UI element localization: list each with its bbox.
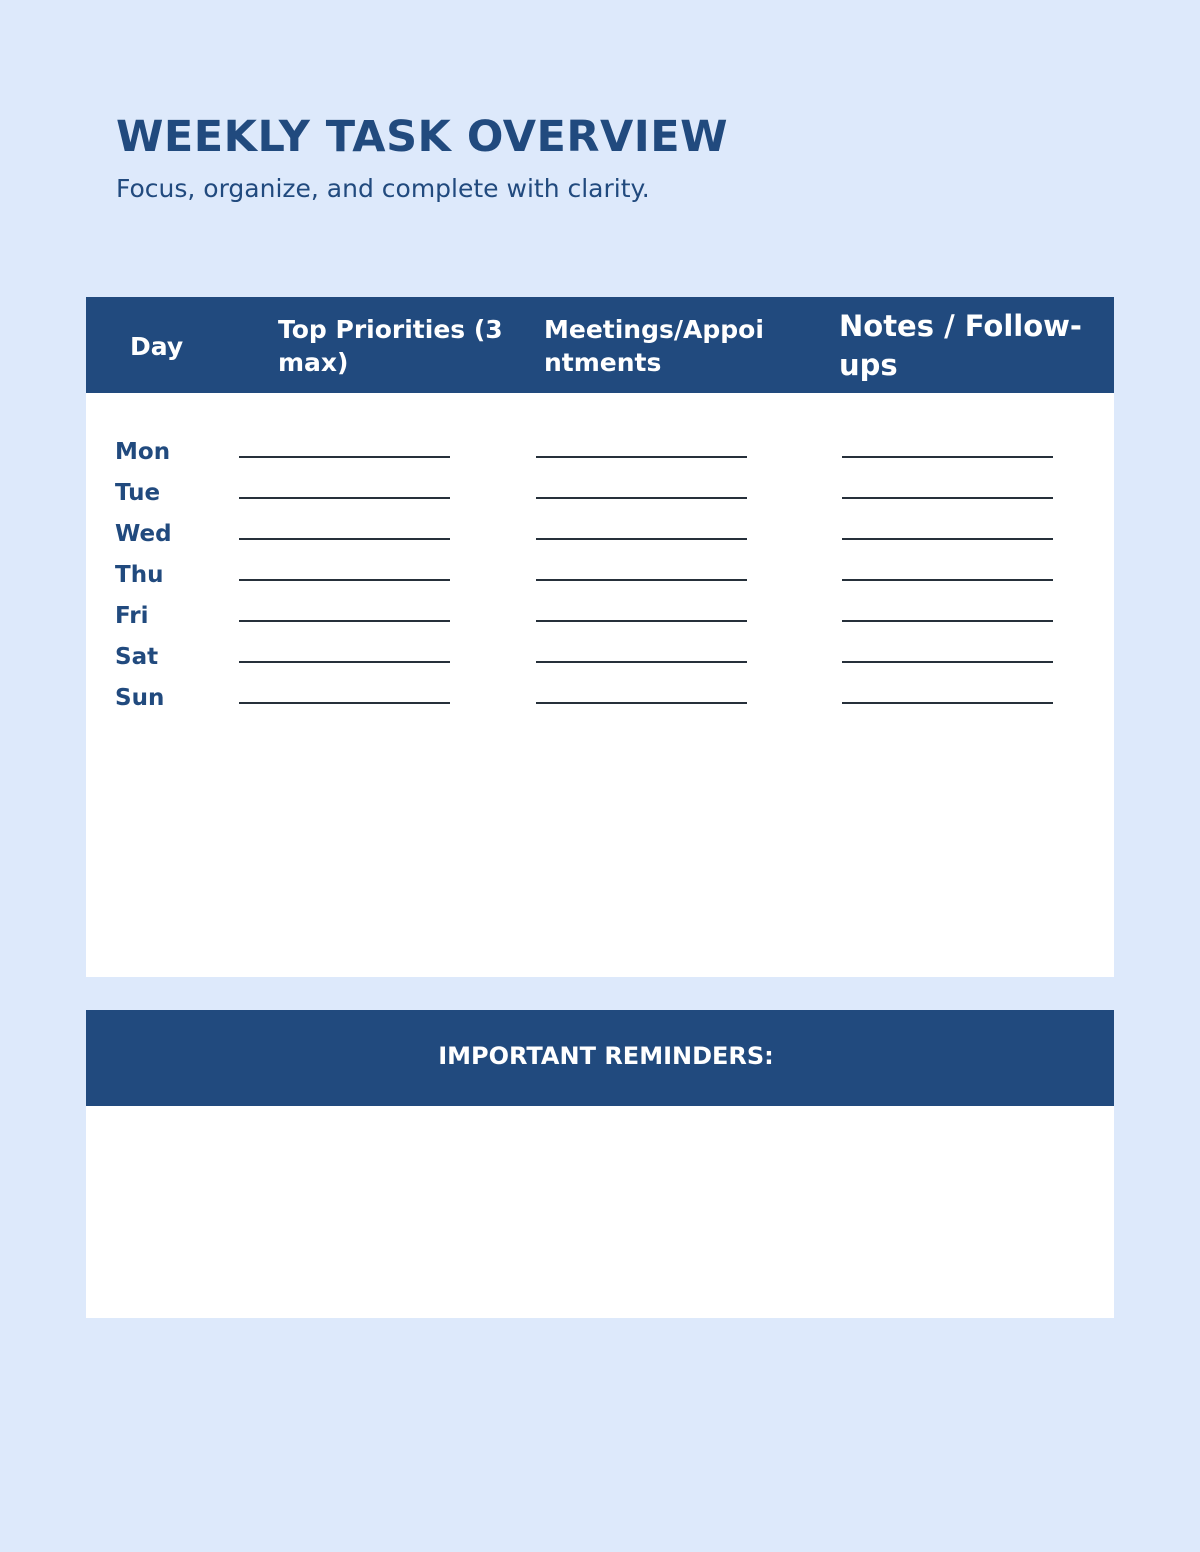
reminders-panel bbox=[86, 1010, 1114, 1318]
meetings-entry-line[interactable] bbox=[536, 620, 747, 622]
day-label: Mon bbox=[115, 439, 171, 465]
notes-entry-line[interactable] bbox=[842, 456, 1053, 458]
column-header-meetings: Meetings/Appointments bbox=[544, 315, 764, 377]
reminders-area[interactable] bbox=[86, 1106, 1114, 1318]
priorities-entry-line[interactable] bbox=[239, 497, 450, 499]
table-row-mon bbox=[115, 439, 1075, 480]
table-row-tue bbox=[115, 480, 1075, 521]
meetings-entry-line[interactable] bbox=[536, 661, 747, 663]
priorities-entry-line[interactable] bbox=[239, 702, 450, 704]
meetings-entry-line[interactable] bbox=[536, 702, 747, 704]
day-label: Thu bbox=[115, 562, 164, 588]
day-label: Wed bbox=[115, 521, 172, 547]
day-label: Fri bbox=[115, 603, 149, 629]
day-label: Sun bbox=[115, 685, 165, 711]
day-label: Tue bbox=[115, 480, 161, 506]
table-row-sat bbox=[115, 644, 1075, 685]
notes-entry-line[interactable] bbox=[842, 579, 1053, 581]
reminders-header bbox=[86, 1010, 1114, 1106]
meetings-entry-line[interactable] bbox=[536, 538, 747, 540]
table-row-thu bbox=[115, 562, 1075, 603]
column-header-priorities: Top Priorities (3 max) bbox=[278, 315, 503, 377]
priorities-entry-line[interactable] bbox=[239, 456, 450, 458]
notes-entry-line[interactable] bbox=[842, 620, 1053, 622]
priorities-entry-line[interactable] bbox=[239, 579, 450, 581]
column-header-day: Day bbox=[130, 332, 184, 361]
notes-entry-line[interactable] bbox=[842, 702, 1053, 704]
priorities-entry-line[interactable] bbox=[239, 538, 450, 540]
priorities-entry-line[interactable] bbox=[239, 661, 450, 663]
notes-entry-line[interactable] bbox=[842, 538, 1053, 540]
meetings-entry-line[interactable] bbox=[536, 497, 747, 499]
day-label: Sat bbox=[115, 644, 159, 670]
page-subtitle: Focus, organize, and complete with clarity. bbox=[116, 174, 650, 203]
weekly-table bbox=[86, 297, 1114, 977]
table-row-wed bbox=[115, 521, 1075, 562]
table-row-sun bbox=[115, 685, 1075, 726]
priorities-entry-line[interactable] bbox=[239, 620, 450, 622]
page-title: WEEKLY TASK OVERVIEW bbox=[116, 112, 729, 162]
meetings-entry-line[interactable] bbox=[536, 579, 747, 581]
table-header bbox=[86, 297, 1114, 393]
meetings-entry-line[interactable] bbox=[536, 456, 747, 458]
notes-entry-line[interactable] bbox=[842, 497, 1053, 499]
reminders-title: IMPORTANT REMINDERS: bbox=[438, 1042, 774, 1070]
notes-entry-line[interactable] bbox=[842, 661, 1053, 663]
column-header-notes: Notes / Follow-ups bbox=[839, 309, 1082, 382]
table-row-fri bbox=[115, 603, 1075, 644]
